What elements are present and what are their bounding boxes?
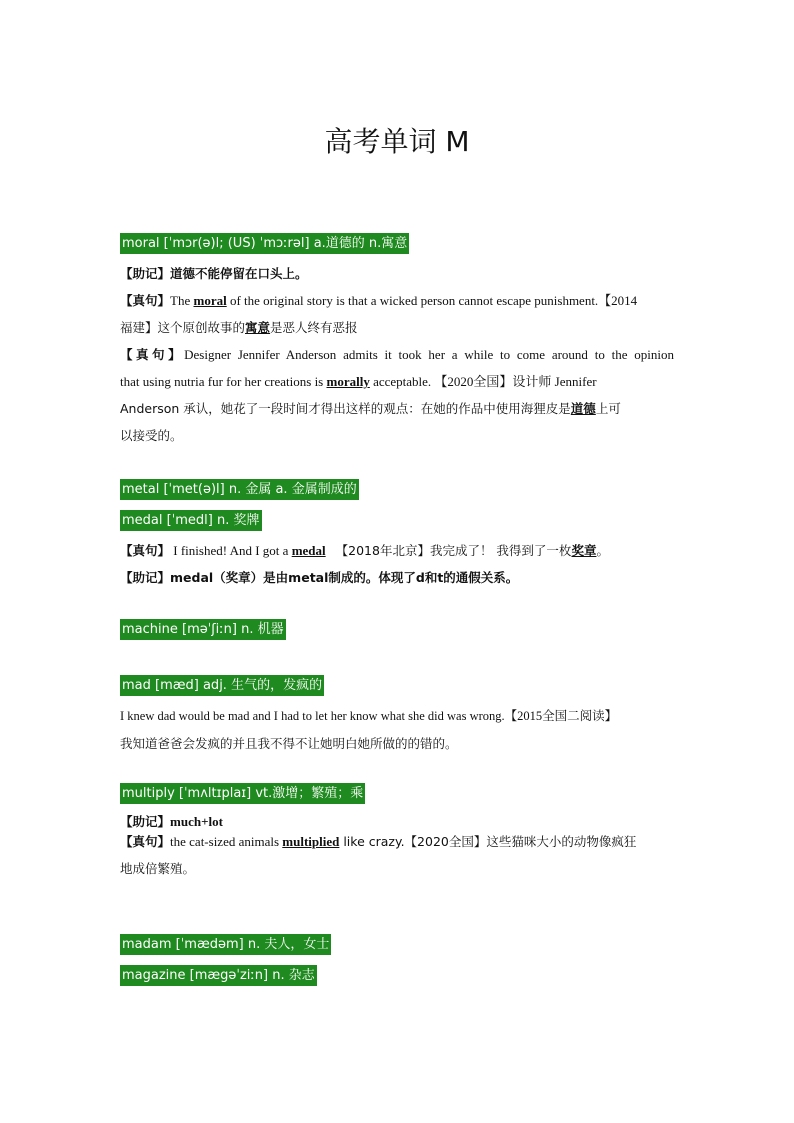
headword-mad [120,675,324,696]
headword-magazine-text: magazine [mægəˈziːn] n. 杂志 [122,968,315,983]
page-title: 高考单词 M [324,125,470,158]
translation-text: 。 [596,543,609,558]
headword-madam-text: madam [ˈmædəm] n. 夫人，女士 [122,937,330,952]
example-label: 【真句】 [120,834,171,849]
example-label: 【真句】 [120,347,185,362]
headword-multiply-text: multiply [ˈmʌltɪplaɪ] vt.激增；繁殖；乘 [122,786,364,801]
mnemonic-label: 【助记】 [120,570,171,585]
example-text: Designer Jennifer Anderson admits it took her a while to come around to the opinion [184,347,674,362]
mad-example-line-1 [120,703,674,730]
headword-medal-text: medal [ˈmedl] n. 奖牌 [122,513,260,528]
translation-text: 我知道爸爸会发疯的并且我不得不让她明白她所做的的错的。 [120,736,458,751]
headword-moral-text: moral [ˈmɔr(ə)l; (US) ˈmɔːrəl] a.道德的 n.寓意 [122,236,408,251]
keyword: multiplied [282,834,340,849]
headword-machine [120,619,286,640]
example-text: the cat-sized animals [170,834,283,849]
headword-medal [120,510,262,531]
headword-mad-text: mad [mæd] adj. 生气的，发疯的 [122,678,323,693]
mnemonic-text: 道德不能停留在口头上。 [170,266,308,281]
example-text: of the original story is that a wicked person cannot escape punishment.【2014 [226,293,638,308]
headword-madam [120,934,331,955]
example-text: The [170,293,194,308]
mnemonic-text: much+lot [170,814,223,829]
translation-text: 福建】这个原创故事的 [120,320,246,335]
mnemonic-label: 【助记】 [120,266,171,281]
translation-text: 上可 [595,401,621,416]
headword-multiply [120,783,365,804]
multiply-example-line-2 [120,855,674,882]
keyword: medal [291,543,326,558]
medal-example [120,537,674,564]
moral-mnemonic [120,260,674,287]
example-text: acceptable. 【2020全国】设计师 Jennifer [369,374,597,389]
keyword-cn: 寓意 [245,320,271,335]
keyword-cn: 奖章 [571,543,597,558]
mnemonic-text: medal（奖章）是由metal制成的。体现了d和t的通假关系。 [170,570,519,585]
moral-example-2-line-3 [120,395,674,422]
headword-moral [120,233,409,254]
moral-example-2-line-2 [120,368,674,395]
example-text: that using nutria fur for her creations is [120,374,327,389]
keyword: morally [326,374,370,389]
keyword: moral [193,293,227,308]
mad-example-line-2 [120,730,674,757]
moral-example-2-line-1 [120,341,674,368]
translation-text: 以接受的。 [120,428,183,443]
example-label: 【真句】 [120,543,171,558]
headword-magazine [120,965,317,986]
moral-example-1-line-1 [120,287,674,314]
headword-machine-text: machine [məˈʃiːn] n. 机器 [122,622,284,637]
example-text: I finished! And I got a [170,543,292,558]
mnemonic-label: 【助记】 [120,814,171,829]
translation-text: Anderson 承认，她花了一段时间才得出这样的观点：在她的作品中使用海狸皮是 [120,401,571,416]
keyword-cn: 道德 [570,401,596,416]
example-text: I knew dad would be mad and I had to let her know what she did was wrong.【2015全国二阅读】 [120,709,618,723]
translation-text: 【2018年北京】我完成了！ 我得到了一枚 [335,543,572,558]
translation-text: like crazy.【2020全国】这些猫咪大小的动物像疯狂 [339,834,637,849]
multiply-example-line-1 [120,828,674,855]
medal-mnemonic [120,564,674,591]
headword-metal-text: metal [ˈmet(ə)l] n. 金属 a. 金属制成的 [122,482,357,497]
example-label: 【真句】 [120,293,171,308]
moral-example-1-line-2 [120,314,674,341]
headword-metal [120,479,359,500]
translation-text: 是恶人终有恶报 [270,320,358,335]
moral-example-2-line-4 [120,422,674,449]
translation-text: 地成倍繁殖。 [120,861,196,876]
